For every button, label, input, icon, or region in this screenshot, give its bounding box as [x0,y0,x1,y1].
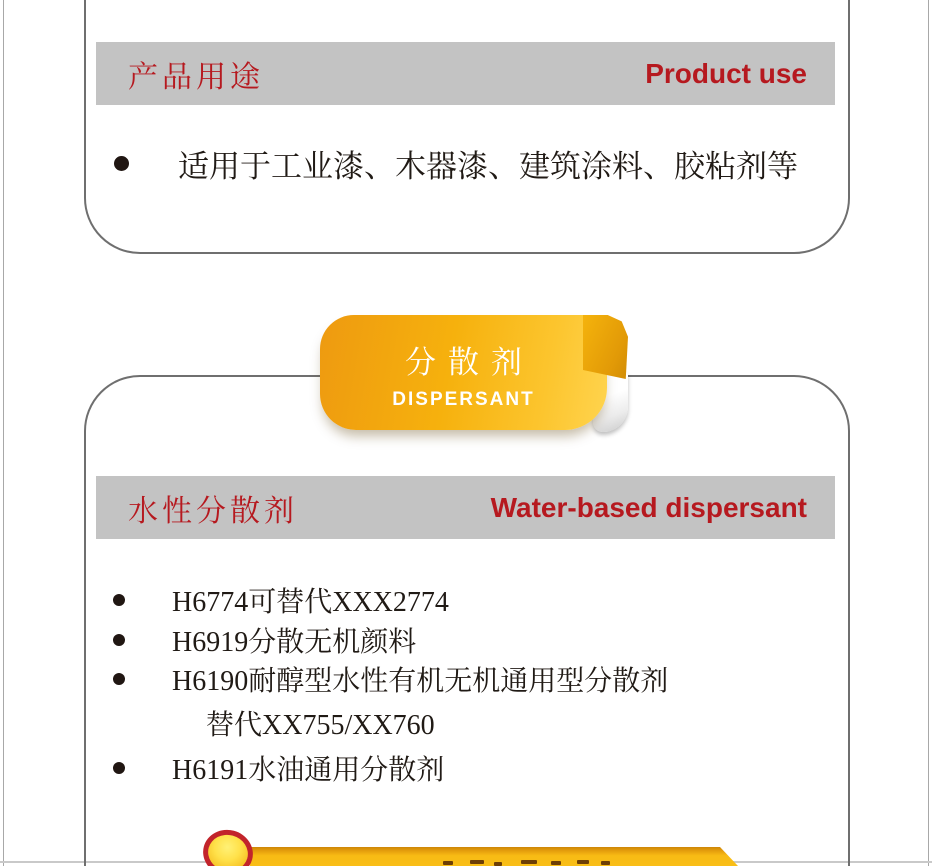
list-item-text: H6190耐醇型水性有机无机通用型分散剂 [172,666,669,697]
cut-text-fragment [470,860,484,864]
page-right-border [928,0,929,866]
product-use-header-bar [96,42,835,105]
list-item-continuation [206,702,435,744]
list-item [114,142,798,184]
product-use-box [84,0,850,254]
product-use-title-en: Product use [645,57,807,89]
bullet-icon [114,156,129,171]
water-dispersant-header-bar [96,476,835,539]
ribbon-fold-flap [583,315,628,379]
ribbon-title-zh: 分散剂 [405,344,534,380]
list-item-text: 替代XX755/XX760 [206,710,435,741]
cut-text-fragment [577,860,589,864]
bullet-icon [113,594,125,606]
ribbon-title-en: DISPERSANT [392,388,535,410]
cut-text-fragment [443,861,453,865]
cut-text-fragment [551,861,561,865]
bullet-icon [113,673,125,685]
dispersant-ribbon [320,315,607,430]
list-item [113,619,416,661]
bullet-icon [113,762,125,774]
list-item [113,658,668,700]
list-item-text: H6191水油通用分散剂 [172,755,445,786]
list-item-text: 适用于工业漆、木器漆、建筑涂料、胶粘剂等 [178,148,798,184]
page-left-border [3,0,4,866]
bullet-icon [113,634,125,646]
water-dispersant-title-en: Water-based dispersant [490,491,807,523]
cut-text-fragment [521,860,537,864]
list-item [113,579,449,621]
list-item-text: H6774可替代XXX2774 [172,587,449,618]
water-dispersant-title-zh: 水性分散剂 [128,494,298,528]
list-item-text: H6919分散无机颜料 [172,627,417,658]
list-item [113,747,444,789]
cut-text-fragment [601,861,610,865]
cut-text-fragment [494,862,502,866]
product-use-title-zh: 产品用途 [128,60,264,94]
